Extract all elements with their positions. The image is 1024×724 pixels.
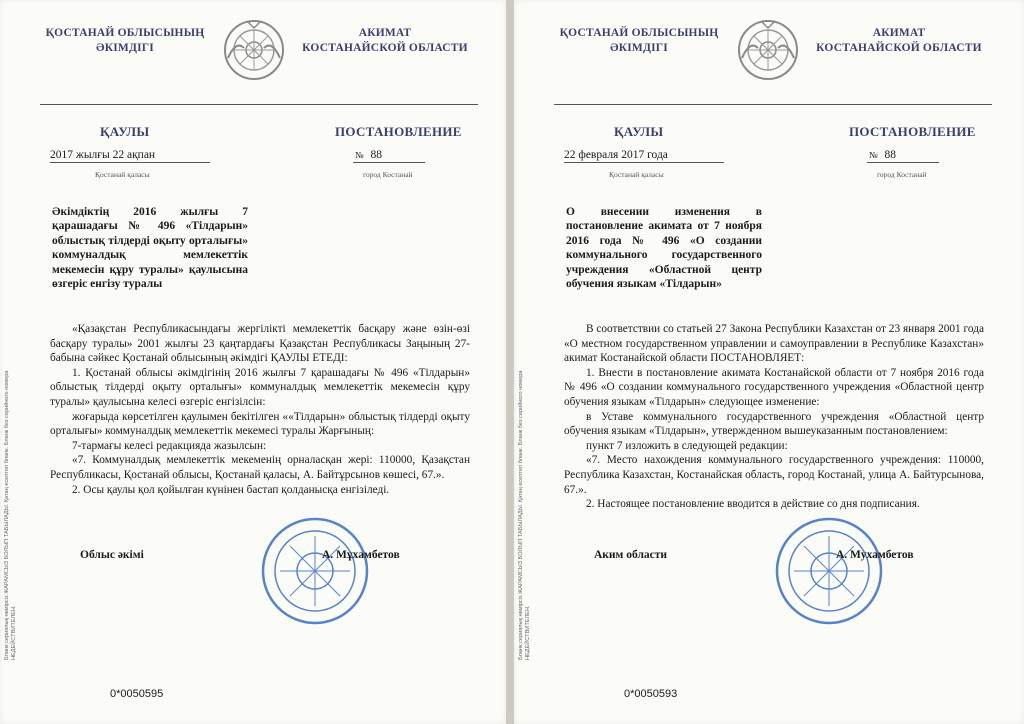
doc-type-ru: ПОСТАНОВЛЕНИЕ — [849, 124, 976, 139]
blank-side-note: Бланк сериялық нөмірсіз ЖАРАМСЫЗ БОЛЫП ТАБЫЛАДЫ. Қатаң есептегі бланк. Бланк без серийного номера НЕДЕЙСТВИТЕЛЕН. — [518, 370, 531, 660]
header-divider — [554, 104, 992, 105]
number-value: 88 — [370, 149, 382, 161]
body-paragraph: 1. Қостанай облысы әкімдігінің 2016 жылғы 7 қарашадағы № 496 «Тілдарын» облыстық тілдерді оқыту орталығы» коммуналдық мемлекеттік мекемесін құру туралы» қаулысына келесі өзгеріс енгізілсін: — [50, 366, 470, 408]
body-paragraph: 7-тармағы келесі редакцияда жазылсын: — [72, 439, 267, 452]
page-gap — [506, 0, 514, 724]
state-emblem-icon — [736, 18, 800, 82]
number-prefix: № — [355, 150, 364, 160]
body-paragraph: 2. Настоящее постановление вводится в действие со дня подписания. — [586, 498, 920, 511]
doc-type-ru: ПОСТАНОВЛЕНИЕ — [335, 124, 462, 139]
body-paragraph: пункт 7 изложить в следующей редакции: — [586, 439, 788, 452]
blank-serial-number: 0*0050593 — [624, 688, 678, 700]
official-seal-icon — [260, 516, 370, 626]
header-right: АКИМАТ КОСТАНАЙСКОЙ ОБЛАСТИ — [302, 27, 468, 54]
document-date: 22 февраля 2017 года — [564, 149, 724, 163]
body-paragraph: в Уставе коммунального государственного учреждения «Областной центр обучения языкам «Тілдарын», утвержденном вышеуказанным постановлением: — [564, 410, 984, 438]
number-prefix: № — [869, 150, 878, 160]
header-left: ҚОСТАНАЙ ОБЛЫСЫНЫҢ ӘКІМДІГІ — [559, 27, 719, 54]
state-emblem-icon — [222, 18, 286, 82]
document-page-russian — [514, 0, 1024, 724]
number-value: 88 — [884, 149, 896, 161]
body-paragraph: жоғарыда көрсетілген қаулымен бекітілген ««Тілдарын» облыстық тілдерді оқыту орталығы» коммуналдық мемлекеттік мекемесі туралы Жарғының: — [50, 410, 470, 438]
doc-type-kz: ҚАУЛЫ — [100, 124, 150, 139]
header-right: АКИМАТ КОСТАНАЙСКОЙ ОБЛАСТИ — [816, 27, 982, 54]
body-paragraph: «7. Коммуналдық мемлекеттік мекеменің орналасқан жері: 110000, Қазақстан Республикасы, Қостанай облысы, Қостанай қаласы, А. Байтұрсынов көшесі, 67.». — [50, 454, 470, 481]
signatory-name: А. Мухамбетов — [836, 549, 914, 561]
body-paragraph: 1. Внести в постановление акимата Костанайской области от 7 ноября 2016 года № 496 «О создании коммунального государственного учреждения «Областной центр обучения языкам «Тілдарын» следующее изменение: — [564, 366, 984, 408]
document-date: 2017 жылғы 22 ақпан — [50, 149, 210, 163]
document-body — [564, 322, 984, 512]
document-page-kazakh — [0, 0, 506, 724]
body-paragraph: «Қазақстан Республикасындағы жергілікті мемлекеттік басқару және өзін-өзі басқару туралы» 2001 жылғы 23 қаңтардағы Қазақстан Республикасы Заңының 27-бабына сәйкес Қостанай облысының әкімдігі ҚАУЛЫ ЕТЕДІ: — [50, 323, 470, 365]
official-seal-icon — [774, 516, 884, 626]
signatory-position: Облыс әкімі — [80, 549, 144, 561]
place-kz: Қостанай қаласы — [95, 170, 150, 179]
place-ru: город Костанай — [363, 170, 413, 179]
document-number — [353, 149, 425, 163]
signatory-position: Аким области — [594, 549, 668, 561]
place-ru: город Костанай — [877, 170, 927, 179]
blank-side-note: Бланк сериялық нөмірсіз ЖАРАМСЫЗ БОЛЫП ТАБЫЛАДЫ. Қатаң есептегі бланк. Бланк без серийного номера НЕДЕЙСТВИТЕЛЕН. — [4, 370, 17, 660]
header-divider — [40, 104, 478, 105]
header-left: ҚОСТАНАЙ ОБЛЫСЫНЫҢ ӘКІМДІГІ — [45, 27, 205, 54]
body-paragraph: В соответствии со статьей 27 Закона Республики Казахстан от 23 января 2001 года «О местном государственном управлении и самоуправлении в Республике Казахстан» акимат Костанайской области ПОСТАНОВЛЯЕТ: — [564, 323, 984, 365]
signatory-name: А. Мұхамбетов — [322, 549, 400, 561]
doc-type-kz: ҚАУЛЫ — [614, 124, 664, 139]
document-title: О внесении изменения в постановление акимата от 7 ноября 2016 года № 496 «О создании коммунального государственного учреждения «Областной центр обучения языкам «Тілдарын» — [566, 206, 762, 291]
blank-serial-number: 0*0050595 — [110, 688, 164, 700]
document-title: Әкімдіктің 2016 жылғы 7 қарашадағы № 496 «Тілдарын» облыстық тілдерді оқыту орталығы» коммуналдық мемлекеттік мекемесін құру туралы» қаулысына өзгеріс енгізу туралы — [52, 206, 248, 291]
document-number — [867, 149, 939, 163]
place-kz: Қостанай қаласы — [609, 170, 664, 179]
body-paragraph: 2. Осы қаулы қол қойылған күнінен бастап қолданысқа енгізіледі. — [72, 483, 390, 496]
body-paragraph: «7. Место нахождения коммунального государственного учреждения: 110000, Республика Казахстан, Костанайская область, город Костанай, улица А. Байтурсынова, 67.». — [564, 454, 984, 496]
document-body — [50, 322, 470, 497]
